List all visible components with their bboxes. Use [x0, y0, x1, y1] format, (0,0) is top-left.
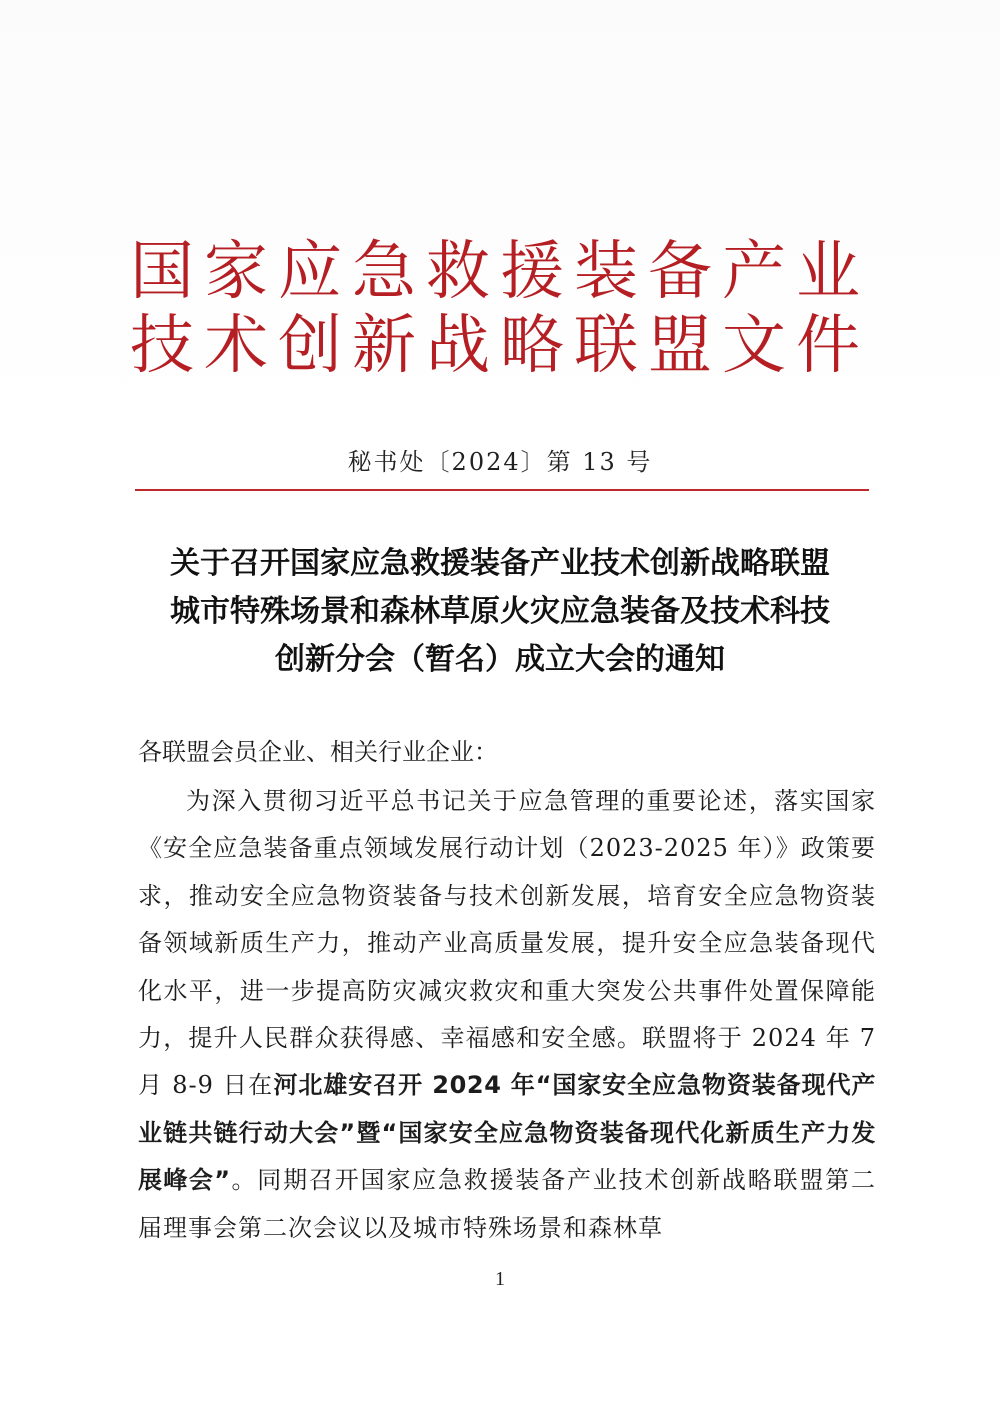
red-divider [135, 489, 869, 491]
notice-title-line-3: 创新分会（暂名）成立大会的通知 [275, 642, 725, 677]
page-number: 1 [495, 1268, 505, 1290]
letterhead-line-2: 技术创新战略联盟文件 [130, 309, 870, 383]
letterhead-line-1: 国家应急救援装备产业 [130, 235, 870, 309]
notice-title-line-1: 关于召开国家应急救援装备产业技术创新战略联盟 [170, 546, 830, 581]
body-text-part-2: 。同期召开国家应急救援装备产业技术创新战略联盟第二届理事会第二次会议以及城市特殊场景和森林草 [138, 1166, 876, 1242]
notice-title-line-2: 城市特殊场景和森林草原火灾应急装备及技术科技 [170, 594, 830, 629]
body-text-bold: 河北雄安召开 2024 年“国家安全应急物资装备现代产业链共链行动大会”暨“国家安全应急物资装备现代化新质生产力发展峰会” [138, 1071, 877, 1195]
salutation: 各联盟会员企业、相关行业企业： [138, 738, 498, 766]
letterhead [0, 235, 1000, 383]
body-text-part-1: 为深入贯彻习近平总书记关于应急管理的重要论述，落实国家《安全应急装备重点领域发展行动计划（2023-2025 年）》政策要求，推动安全应急物资装备与技术创新发展，培育安全应急物资装备领域新质生产力，推动产业高质量发展，提升安全应急装备现代化水平，进一步提高防灾减灾救灾和重大突发公共事件处置保障能力，提升人民群众获得感、幸福感和安全感。联盟将于 2024 年 7 月 8-9 日在 [138, 787, 876, 1100]
document-number: 秘书处〔2024〕第 13 号 [347, 448, 653, 476]
notice-title [120, 540, 880, 684]
body-paragraph [138, 778, 876, 1252]
